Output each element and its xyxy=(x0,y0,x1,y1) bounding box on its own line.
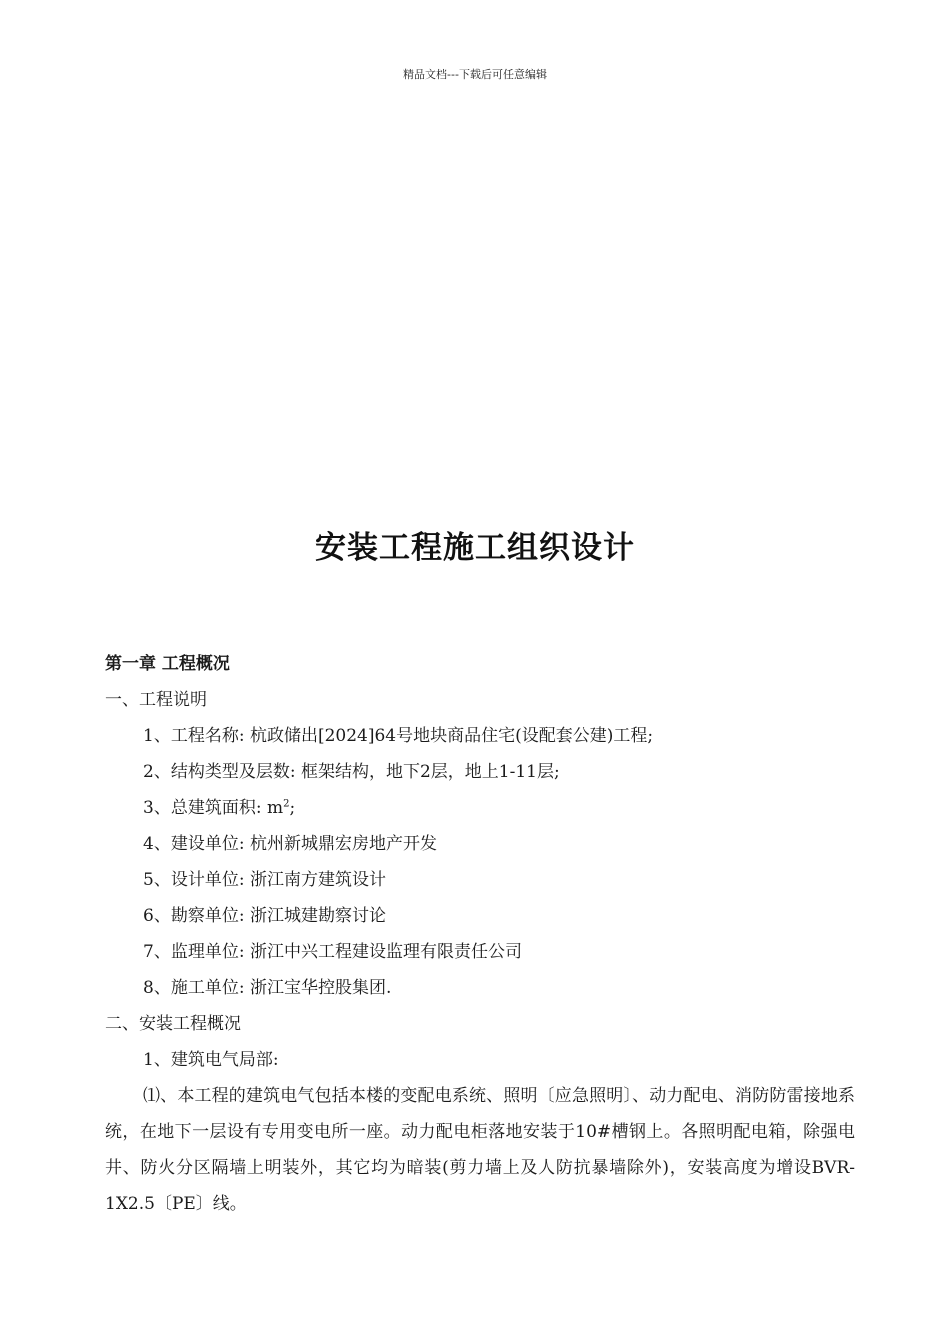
paragraph-electrical-description: ⑴、本工程的建筑电气包括本楼的变配电系统、照明〔应急照明〕、动力配电、消防防雷接地系统，在地下一层设有专用变电所一座。动力配电柜落地安装于10#槽钢上。各照明配电箱，除强电井、防火分区隔墙上明装外，其它均为暗装(剪力墙上及人防抗暴墙除外)，安装高度为增设BVR-1X2.5〔PE〕线。 xyxy=(105,1086,855,1214)
list-item-area xyxy=(105,790,855,826)
list-item-project-name: 1、工程名称: 杭政储出[2024]64号地块商品住宅(设配套公建)工程; xyxy=(143,726,654,746)
list-item-supervisor: 7、监理单位: 浙江中兴工程建设监理有限责任公司 xyxy=(143,942,522,962)
list-item-contractor: 8、施工单位: 浙江宝华控股集团. xyxy=(143,978,392,998)
list-item-developer: 4、建设单位: 杭州新城鼎宏房地产开发 xyxy=(143,834,437,854)
section-heading-1: 一、工程说明 xyxy=(105,690,207,710)
chapter-heading: 第一章 工程概况 xyxy=(105,654,230,674)
list-item-surveyor: 6、勘察单位: 浙江城建勘察讨论 xyxy=(143,906,386,926)
section-heading-2: 二、安装工程概况 xyxy=(105,1014,241,1034)
area-tail: ; xyxy=(289,798,296,818)
area-label: 3、总建筑面积: m xyxy=(143,798,284,818)
page-header: 精品文档---下载后可任意编辑 xyxy=(403,68,547,81)
list-item-designer: 5、设计单位: 浙江南方建筑设计 xyxy=(143,870,386,890)
list-item-electrical: 1、建筑电气局部: xyxy=(143,1050,279,1070)
document-body xyxy=(105,646,855,1222)
list-item-structure: 2、结构类型及层数: 框架结构，地下2层，地上1-11层; xyxy=(143,762,560,782)
area-superscript: 2 xyxy=(283,798,290,810)
document-title: 安装工程施工组织设计 xyxy=(315,530,635,566)
